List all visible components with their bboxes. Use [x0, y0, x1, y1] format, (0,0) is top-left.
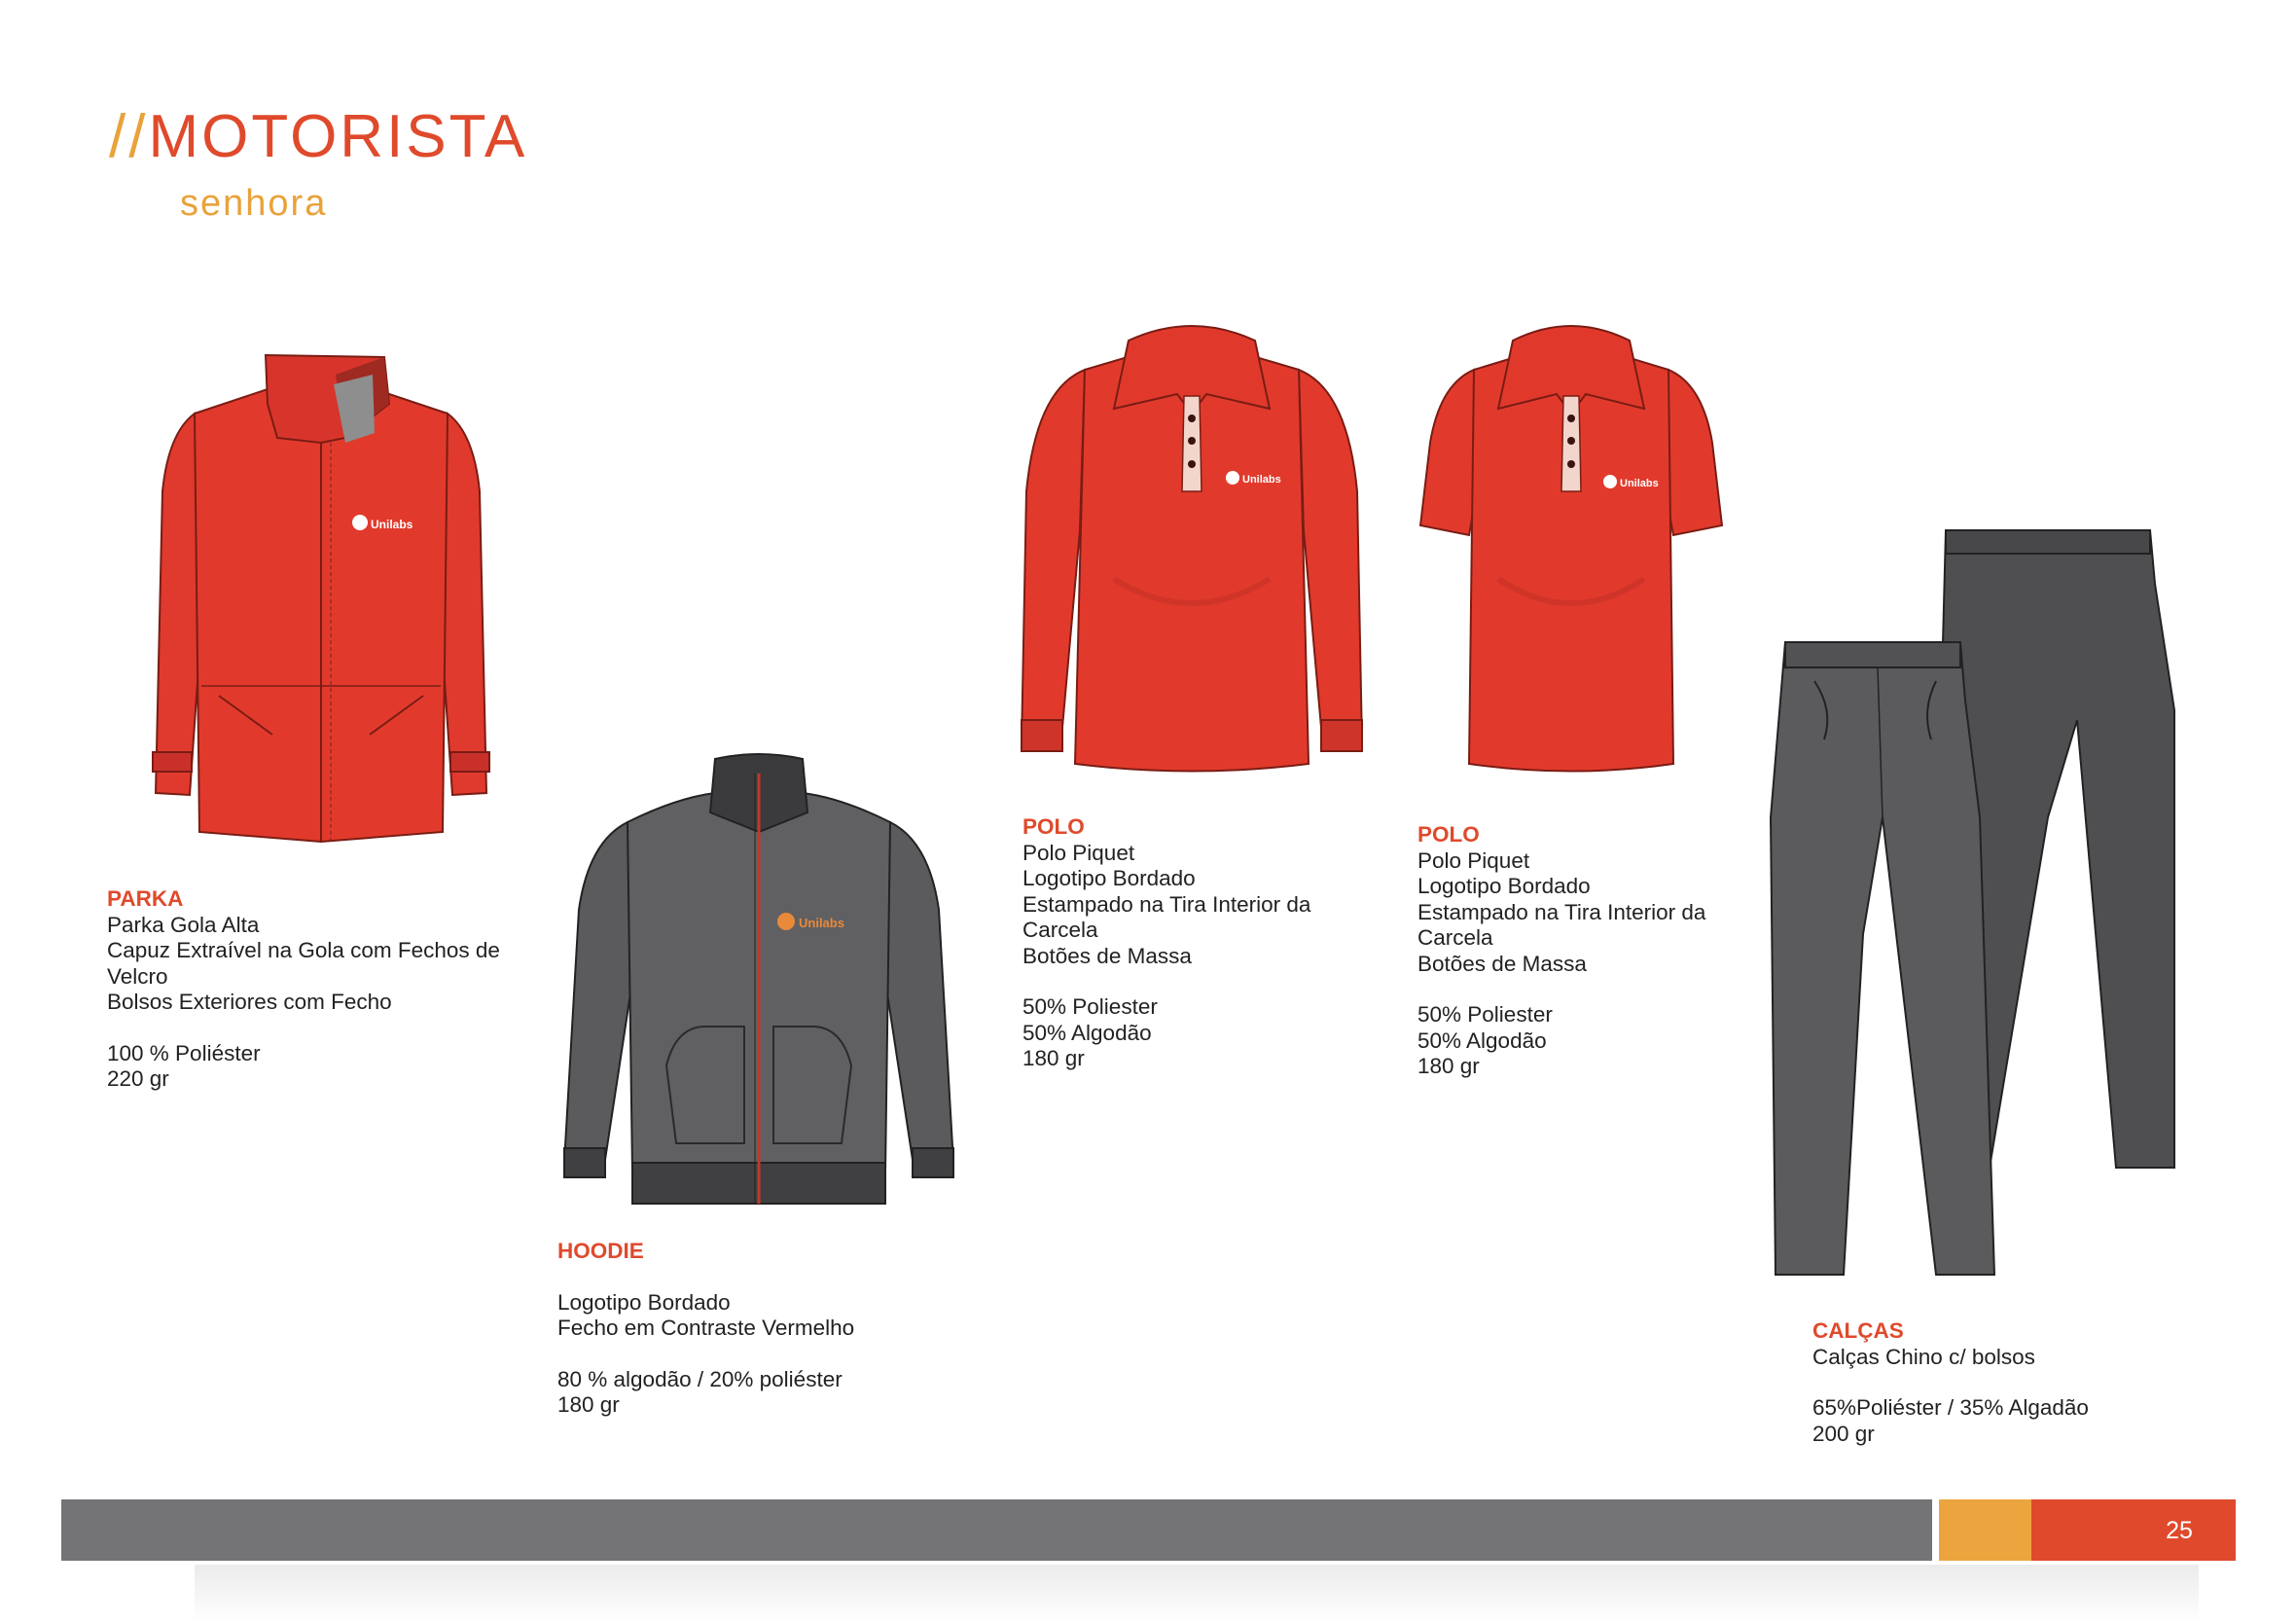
polo-long-line: Botões de Massa [1022, 943, 1192, 968]
polo-short-composition: 50% Poliester [1417, 1002, 1553, 1027]
polo-long-line: Carcela [1022, 918, 1098, 942]
page-subtitle: senhora [180, 183, 328, 224]
parka-composition: 100 % Poliéster [107, 1040, 261, 1065]
trousers-illustration [1766, 525, 2174, 1284]
parka-line: Capuz Extraível na Gola com Fechos de [107, 938, 500, 962]
calcas-heading: CALÇAS [1812, 1318, 1904, 1343]
polo-long-illustration [1017, 316, 1367, 778]
hoodie-composition: 80 % algodão / 20% poliéster [557, 1366, 843, 1391]
calcas-composition: 65%Poliéster / 35% Algadão [1812, 1395, 2089, 1420]
polo-long-heading: POLO [1022, 814, 1085, 839]
polo-short-heading: POLO [1417, 822, 1480, 847]
polo-short-weight: 180 gr [1417, 1054, 1480, 1078]
page-shadow [195, 1565, 2199, 1623]
polo-long-weight: 180 gr [1022, 1046, 1085, 1070]
polo-long-line: Polo Piquet [1022, 840, 1135, 865]
polo-short-description [1417, 822, 1705, 1080]
footer-bar-gray [61, 1499, 1932, 1561]
calcas-description [1812, 1318, 2089, 1447]
hoodie-logo-text: Unilabs [799, 916, 844, 930]
polo-short-line: Logotipo Bordado [1417, 874, 1591, 898]
parka-weight: 220 gr [107, 1066, 169, 1091]
hoodie-heading: HOODIE [557, 1239, 644, 1263]
polo-short-line: Botões de Massa [1417, 951, 1587, 976]
hoodie-line: Fecho em Contraste Vermelho [557, 1316, 855, 1340]
calcas-line: Calças Chino c/ bolsos [1812, 1344, 2035, 1369]
parka-logo-text: Unilabs [371, 518, 413, 531]
polo-long-composition: 50% Poliester [1022, 994, 1158, 1019]
hoodie-illustration [559, 754, 958, 1216]
parka-line: Velcro [107, 963, 168, 989]
page-number: 25 [2166, 1517, 2193, 1544]
polo-short-illustration [1416, 316, 1727, 774]
parka-description [107, 886, 500, 1093]
polo-long-logo-text: Unilabs [1242, 474, 1281, 486]
hoodie-line: Logotipo Bordado [557, 1289, 731, 1315]
title-text: MOTORISTA [148, 103, 528, 170]
polo-long-line: Estampado na Tira Interior da [1022, 891, 1311, 917]
hoodie-weight: 180 gr [557, 1392, 620, 1417]
parka-line: Bolsos Exteriores com Fecho [107, 990, 392, 1014]
polo-short-line: Estampado na Tira Interior da [1417, 899, 1706, 924]
hoodie-description [557, 1239, 854, 1419]
polo-short-composition: 50% Algodão [1417, 1028, 1547, 1053]
calcas-weight: 200 gr [1812, 1421, 1875, 1446]
footer-bar-orange [1939, 1499, 2031, 1561]
title-prefix: // [109, 103, 149, 170]
polo-short-line: Polo Piquet [1417, 848, 1530, 873]
polo-short-line: Carcela [1417, 925, 1493, 950]
parka-heading: PARKA [107, 886, 184, 911]
polo-long-line: Logotipo Bordado [1022, 866, 1196, 890]
polo-short-logo-text: Unilabs [1620, 478, 1659, 489]
parka-illustration [151, 345, 491, 847]
polo-long-composition: 50% Algodão [1022, 1020, 1152, 1045]
polo-long-description [1022, 814, 1310, 1072]
parka-line: Parka Gola Alta [107, 912, 260, 937]
page-title [109, 103, 528, 170]
